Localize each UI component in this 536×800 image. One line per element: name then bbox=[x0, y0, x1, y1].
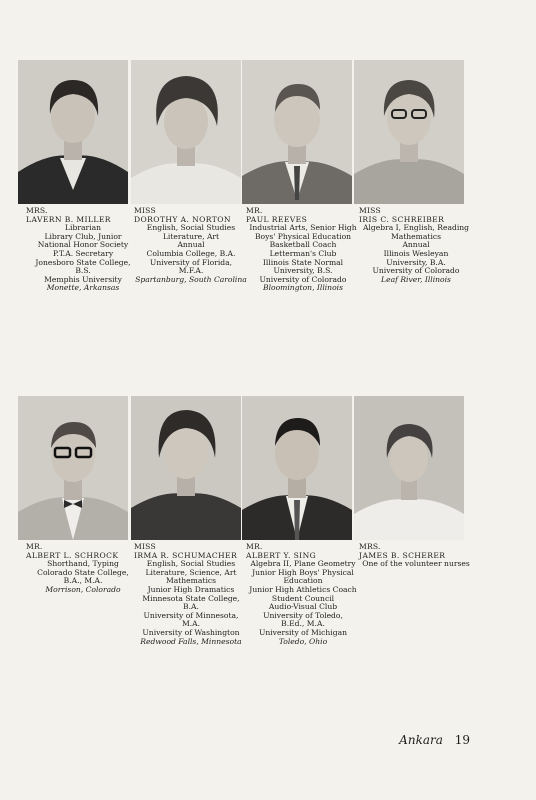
teacher-detail: Junior High Boys' Physical bbox=[252, 567, 354, 577]
portrait-miller-figure bbox=[18, 60, 128, 204]
teacher-detail: University of Florida, bbox=[149, 257, 233, 267]
teacher-detail: Illinois Wesleyan bbox=[383, 248, 449, 258]
caption-schumacher bbox=[132, 543, 250, 646]
teacher-hometown: Spartanburg, South Carolina bbox=[135, 274, 247, 284]
teacher-detail: Annual bbox=[177, 240, 205, 250]
teacher-detail: M.A. bbox=[181, 619, 201, 629]
teacher-detail: One of the volunteer nurses bbox=[362, 559, 470, 569]
teacher-honorific: MISS bbox=[359, 206, 381, 215]
portrait-schrock-figure bbox=[18, 396, 128, 540]
teacher-detail: Illinois State Normal bbox=[262, 257, 344, 267]
teacher-detail: University of Minnesota, bbox=[143, 610, 239, 620]
teacher-hometown: Leaf River, Illinois bbox=[381, 274, 451, 284]
teacher-detail: Mathematics bbox=[390, 231, 442, 241]
teacher-name: JAMES B. SCHERER bbox=[359, 550, 446, 560]
teacher-hometown: Morrison, Colorado bbox=[45, 584, 121, 594]
teacher-honorific: MR. bbox=[26, 542, 43, 551]
portrait-miller bbox=[18, 60, 128, 204]
teacher-detail: B.Ed., M.A. bbox=[281, 619, 325, 629]
teacher-detail: Algebra II, Plane Geometry bbox=[250, 559, 356, 569]
portrait-scherer-figure bbox=[354, 396, 464, 540]
teacher-honorific: MRS. bbox=[359, 542, 381, 551]
page-footer bbox=[399, 733, 470, 747]
teacher-detail: B.A. bbox=[183, 602, 199, 612]
teacher-detail: University, B.A. bbox=[386, 257, 446, 267]
teacher-honorific: MR. bbox=[246, 206, 263, 215]
portrait-reeves bbox=[242, 60, 352, 204]
teacher-detail: Literature, Science, Art bbox=[145, 567, 237, 577]
teacher-detail: Algebra I, English, Reading bbox=[362, 223, 470, 233]
portrait-scherer bbox=[354, 396, 464, 540]
caption-schreiber bbox=[357, 207, 475, 284]
teacher-name: IRIS C. SCHREIBER bbox=[359, 214, 445, 224]
teacher-detail: B.S. bbox=[75, 266, 91, 276]
teacher-detail: Annual bbox=[402, 240, 430, 250]
teacher-detail: Basketball Coach bbox=[269, 240, 337, 250]
teacher-name: ALBERT Y. SING bbox=[246, 550, 317, 560]
teacher-detail: University of Colorado bbox=[259, 274, 347, 284]
teacher-detail: English, Social Studies bbox=[146, 223, 236, 233]
teacher-name: ALBERT L. SCHROCK bbox=[26, 550, 119, 560]
teacher-detail: Colorado State College, bbox=[37, 567, 129, 577]
teacher-detail: University of Toledo, bbox=[263, 610, 343, 620]
teacher-detail: Boys' Physical Education bbox=[254, 231, 352, 241]
teacher-detail: University of Colorado bbox=[372, 266, 460, 276]
teacher-detail: Jonesboro State College, bbox=[35, 257, 131, 267]
teacher-name: IRMA R. SCHUMACHER bbox=[134, 550, 238, 560]
caption-schrock bbox=[24, 543, 142, 595]
teacher-detail: Industrial Arts, Senior High bbox=[249, 223, 357, 233]
portrait-sing-figure bbox=[242, 396, 352, 540]
teacher-hometown: Bloomington, Illinois bbox=[263, 283, 343, 293]
teacher-honorific: MISS bbox=[134, 206, 156, 215]
teacher-name: PAUL REEVES bbox=[246, 214, 308, 224]
caption-sing bbox=[244, 543, 362, 646]
caption-scherer bbox=[357, 543, 475, 569]
portrait-schreiber-figure bbox=[354, 60, 464, 204]
portrait-schumacher bbox=[131, 396, 241, 540]
portrait-reeves-figure bbox=[242, 60, 352, 204]
teacher-detail: University of Michigan bbox=[258, 627, 348, 637]
teacher-detail: Junior High Dramatics bbox=[147, 584, 235, 594]
teacher-honorific: MRS. bbox=[26, 206, 48, 215]
teacher-detail: Columbia College, B.A. bbox=[146, 248, 236, 258]
teacher-detail: Minnesota State College, bbox=[142, 593, 240, 603]
teacher-hometown: Toledo, Ohio bbox=[278, 636, 328, 646]
teacher-hometown: Monette, Arkansas bbox=[46, 283, 120, 293]
teacher-detail: P.T.A. Secretary bbox=[52, 248, 114, 258]
teacher-detail: Education bbox=[283, 576, 323, 586]
teacher-detail: Student Council bbox=[271, 593, 335, 603]
caption-miller bbox=[24, 207, 142, 293]
publication-name: Ankara bbox=[399, 733, 443, 747]
teacher-detail: Audio-Visual Club bbox=[268, 602, 338, 612]
teacher-detail: Literature, Art bbox=[162, 231, 220, 241]
teacher-detail: University, B.S. bbox=[273, 266, 333, 276]
portrait-schumacher-figure bbox=[131, 396, 241, 540]
teacher-detail: National Honor Society bbox=[37, 240, 129, 250]
teacher-detail: English, Social Studies bbox=[146, 559, 236, 569]
teacher-detail: Library Club, Junior bbox=[44, 231, 122, 241]
teacher-hometown: Redwood Falls, Minnesota bbox=[140, 636, 242, 646]
portrait-sing bbox=[242, 396, 352, 540]
teacher-detail: Memphis University bbox=[44, 274, 122, 284]
portrait-schreiber bbox=[354, 60, 464, 204]
teacher-name: DOROTHY A. NORTON bbox=[134, 214, 231, 224]
teacher-detail: Librarian bbox=[65, 223, 101, 233]
teacher-name: LAVERN B. MILLER bbox=[26, 214, 111, 224]
caption-norton bbox=[132, 207, 250, 284]
page-number: 19 bbox=[454, 733, 470, 747]
caption-reeves bbox=[244, 207, 362, 293]
teacher-honorific: MR. bbox=[246, 542, 263, 551]
portrait-norton bbox=[131, 60, 241, 204]
teacher-detail: University of Washington bbox=[142, 627, 240, 637]
portrait-norton-figure bbox=[131, 60, 241, 204]
teacher-detail: Letterman's Club bbox=[269, 248, 337, 258]
teacher-detail: Junior High Athletics Coach bbox=[249, 584, 357, 594]
teacher-detail: Mathematics bbox=[165, 576, 217, 586]
portrait-schrock bbox=[18, 396, 128, 540]
teacher-detail: Shorthand, Typing bbox=[47, 559, 119, 569]
teacher-honorific: MISS bbox=[134, 542, 156, 551]
teacher-detail: B.A., M.A. bbox=[63, 576, 103, 586]
teacher-detail: M.F.A. bbox=[178, 266, 204, 276]
